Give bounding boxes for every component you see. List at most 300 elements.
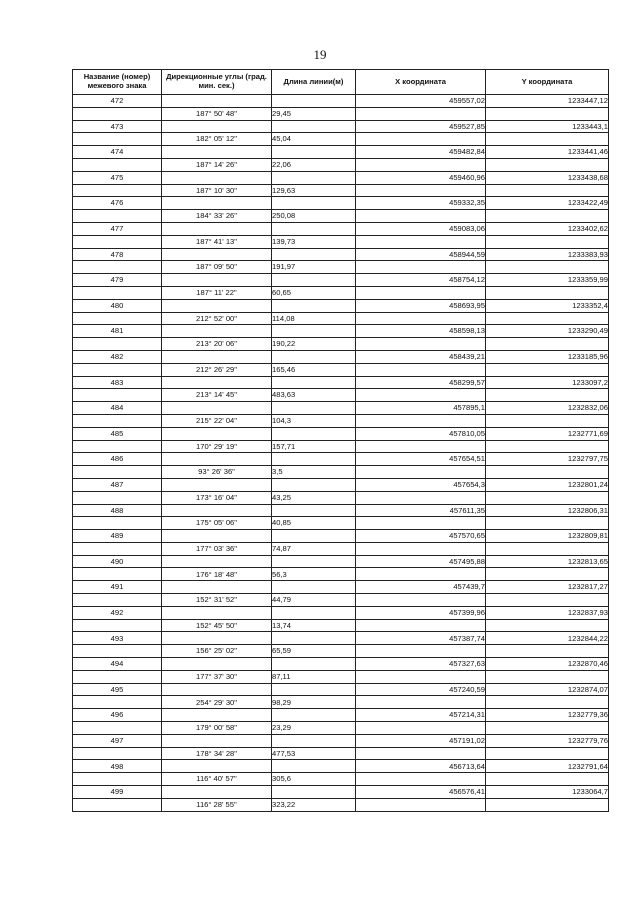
empty-cell — [486, 542, 609, 555]
point-name-cell: 495 — [73, 683, 162, 696]
empty-cell — [162, 734, 272, 747]
point-row — [73, 95, 609, 108]
point-row — [73, 760, 609, 773]
segment-row — [73, 722, 609, 735]
x-coordinate-cell: 458693,95 — [356, 299, 486, 312]
empty-cell — [272, 350, 356, 363]
direction-angle-cell: 177° 37' 30" — [162, 670, 272, 683]
point-row — [73, 350, 609, 363]
empty-cell — [162, 248, 272, 261]
direction-angle-cell: 184° 33' 26" — [162, 210, 272, 223]
empty-cell — [162, 95, 272, 108]
point-row — [73, 120, 609, 133]
y-coordinate-cell: 1232779,36 — [486, 709, 609, 722]
empty-cell — [356, 798, 486, 811]
x-coordinate-cell: 457611,35 — [356, 504, 486, 517]
line-length-cell: 323,22 — [272, 798, 356, 811]
empty-cell — [486, 107, 609, 120]
x-coordinate-cell: 457495,88 — [356, 555, 486, 568]
point-name-cell: 493 — [73, 632, 162, 645]
point-name-cell: 472 — [73, 95, 162, 108]
y-coordinate-cell: 1232874,07 — [486, 683, 609, 696]
direction-angle-cell: 152° 31' 52" — [162, 594, 272, 607]
x-coordinate-cell: 457654,51 — [356, 453, 486, 466]
empty-cell — [356, 773, 486, 786]
point-row — [73, 658, 609, 671]
direction-angle-cell: 170° 29' 19" — [162, 440, 272, 453]
empty-cell — [486, 747, 609, 760]
segment-row — [73, 107, 609, 120]
line-length-cell: 114,08 — [272, 312, 356, 325]
empty-cell — [73, 210, 162, 223]
empty-cell — [356, 261, 486, 274]
y-coordinate-cell: 1232817,27 — [486, 581, 609, 594]
empty-cell — [272, 581, 356, 594]
empty-cell — [162, 581, 272, 594]
direction-angle-cell: 179° 00' 58" — [162, 722, 272, 735]
segment-row — [73, 158, 609, 171]
empty-cell — [356, 670, 486, 683]
segment-row — [73, 133, 609, 146]
empty-cell — [486, 312, 609, 325]
empty-cell — [162, 504, 272, 517]
boundary-coordinates-table — [72, 69, 609, 812]
empty-cell — [486, 696, 609, 709]
empty-cell — [486, 517, 609, 530]
x-coordinate-cell: 458439,21 — [356, 350, 486, 363]
empty-cell — [486, 414, 609, 427]
empty-cell — [73, 338, 162, 351]
empty-cell — [162, 530, 272, 543]
empty-cell — [356, 594, 486, 607]
y-coordinate-cell: 1233438,68 — [486, 171, 609, 184]
empty-cell — [162, 299, 272, 312]
point-row — [73, 555, 609, 568]
empty-cell — [272, 402, 356, 415]
empty-cell — [162, 786, 272, 799]
x-coordinate-cell: 457399,96 — [356, 606, 486, 619]
empty-cell — [162, 427, 272, 440]
empty-cell — [272, 299, 356, 312]
empty-cell — [356, 414, 486, 427]
line-length-cell: 483,63 — [272, 389, 356, 402]
empty-cell — [162, 555, 272, 568]
point-row — [73, 504, 609, 517]
empty-cell — [486, 338, 609, 351]
line-length-cell: 87,11 — [272, 670, 356, 683]
point-name-cell: 494 — [73, 658, 162, 671]
empty-cell — [356, 517, 486, 530]
point-row — [73, 683, 609, 696]
empty-cell — [73, 491, 162, 504]
empty-cell — [162, 606, 272, 619]
direction-angle-cell: 116° 40' 57" — [162, 773, 272, 786]
empty-cell — [272, 734, 356, 747]
direction-angle-cell: 152° 45' 50" — [162, 619, 272, 632]
empty-cell — [486, 389, 609, 402]
point-name-cell: 482 — [73, 350, 162, 363]
y-coordinate-cell: 1233441,46 — [486, 146, 609, 159]
segment-row — [73, 466, 609, 479]
empty-cell — [356, 696, 486, 709]
line-length-cell: 23,29 — [272, 722, 356, 735]
y-coordinate-cell: 1232801,24 — [486, 478, 609, 491]
empty-cell — [272, 146, 356, 159]
point-name-cell: 499 — [73, 786, 162, 799]
empty-cell — [162, 478, 272, 491]
line-length-cell: 129,63 — [272, 184, 356, 197]
point-name-cell: 486 — [73, 453, 162, 466]
y-coordinate-cell: 1233447,12 — [486, 95, 609, 108]
empty-cell — [73, 645, 162, 658]
point-name-cell: 474 — [73, 146, 162, 159]
segment-row — [73, 312, 609, 325]
point-row — [73, 274, 609, 287]
line-length-cell: 43,25 — [272, 491, 356, 504]
line-length-cell: 98,29 — [272, 696, 356, 709]
x-coordinate-cell: 457214,31 — [356, 709, 486, 722]
y-coordinate-cell: 1232837,93 — [486, 606, 609, 619]
line-length-cell: 56,3 — [272, 568, 356, 581]
empty-cell — [272, 530, 356, 543]
header-row — [73, 70, 609, 95]
empty-cell — [272, 274, 356, 287]
empty-cell — [356, 747, 486, 760]
header-length: Длина линии(м) — [272, 70, 356, 95]
line-length-cell: 477,53 — [272, 747, 356, 760]
point-name-cell: 484 — [73, 402, 162, 415]
x-coordinate-cell: 457810,05 — [356, 427, 486, 440]
y-coordinate-cell: 1232771,69 — [486, 427, 609, 440]
line-length-cell: 22,06 — [272, 158, 356, 171]
line-length-cell: 104,3 — [272, 414, 356, 427]
x-coordinate-cell: 458944,59 — [356, 248, 486, 261]
y-coordinate-cell: 1233290,49 — [486, 325, 609, 338]
empty-cell — [272, 95, 356, 108]
empty-cell — [272, 760, 356, 773]
y-coordinate-cell: 1232797,75 — [486, 453, 609, 466]
point-name-cell: 475 — [73, 171, 162, 184]
x-coordinate-cell: 459083,06 — [356, 222, 486, 235]
empty-cell — [272, 555, 356, 568]
point-row — [73, 402, 609, 415]
segment-row — [73, 798, 609, 811]
segment-row — [73, 235, 609, 248]
point-row — [73, 453, 609, 466]
x-coordinate-cell: 459332,35 — [356, 197, 486, 210]
header-x: X координата — [356, 70, 486, 95]
direction-angle-cell: 182° 05' 12" — [162, 133, 272, 146]
empty-cell — [272, 606, 356, 619]
empty-cell — [162, 325, 272, 338]
point-name-cell: 480 — [73, 299, 162, 312]
empty-cell — [162, 453, 272, 466]
empty-cell — [356, 542, 486, 555]
line-length-cell: 165,46 — [272, 363, 356, 376]
empty-cell — [356, 466, 486, 479]
empty-cell — [162, 402, 272, 415]
empty-cell — [486, 235, 609, 248]
segment-row — [73, 261, 609, 274]
empty-cell — [73, 696, 162, 709]
direction-angle-cell: 176° 18' 48" — [162, 568, 272, 581]
empty-cell — [272, 478, 356, 491]
direction-angle-cell: 178° 34' 28" — [162, 747, 272, 760]
empty-cell — [272, 197, 356, 210]
direction-angle-cell: 213° 20' 06" — [162, 338, 272, 351]
empty-cell — [356, 184, 486, 197]
point-name-cell: 490 — [73, 555, 162, 568]
empty-cell — [162, 760, 272, 773]
direction-angle-cell: 116° 28' 55" — [162, 798, 272, 811]
empty-cell — [162, 350, 272, 363]
empty-cell — [162, 146, 272, 159]
empty-cell — [356, 107, 486, 120]
segment-row — [73, 747, 609, 760]
direction-angle-cell: 212° 52' 00" — [162, 312, 272, 325]
empty-cell — [162, 376, 272, 389]
empty-cell — [486, 286, 609, 299]
line-length-cell: 305,6 — [272, 773, 356, 786]
empty-cell — [486, 594, 609, 607]
empty-cell — [73, 542, 162, 555]
direction-angle-cell: 177° 03' 36" — [162, 542, 272, 555]
segment-row — [73, 338, 609, 351]
y-coordinate-cell: 1233422,49 — [486, 197, 609, 210]
empty-cell — [272, 786, 356, 799]
empty-cell — [272, 222, 356, 235]
empty-cell — [73, 773, 162, 786]
line-length-cell: 29,45 — [272, 107, 356, 120]
x-coordinate-cell: 457570,65 — [356, 530, 486, 543]
line-length-cell: 44,79 — [272, 594, 356, 607]
segment-row — [73, 440, 609, 453]
empty-cell — [486, 133, 609, 146]
x-coordinate-cell: 459557,02 — [356, 95, 486, 108]
segment-row — [73, 184, 609, 197]
empty-cell — [162, 683, 272, 696]
empty-cell — [486, 210, 609, 223]
empty-cell — [73, 312, 162, 325]
segment-row — [73, 286, 609, 299]
empty-cell — [73, 261, 162, 274]
empty-cell — [73, 414, 162, 427]
x-coordinate-cell: 457387,74 — [356, 632, 486, 645]
empty-cell — [486, 440, 609, 453]
empty-cell — [356, 363, 486, 376]
point-row — [73, 606, 609, 619]
empty-cell — [73, 286, 162, 299]
segment-row — [73, 414, 609, 427]
point-name-cell: 483 — [73, 376, 162, 389]
direction-angle-cell: 213° 14' 45" — [162, 389, 272, 402]
empty-cell — [162, 632, 272, 645]
empty-cell — [356, 440, 486, 453]
empty-cell — [486, 619, 609, 632]
line-length-cell: 157,71 — [272, 440, 356, 453]
y-coordinate-cell: 1232809,81 — [486, 530, 609, 543]
y-coordinate-cell: 1232870,46 — [486, 658, 609, 671]
empty-cell — [162, 709, 272, 722]
point-row — [73, 478, 609, 491]
empty-cell — [162, 171, 272, 184]
empty-cell — [162, 274, 272, 287]
empty-cell — [486, 722, 609, 735]
segment-row — [73, 517, 609, 530]
point-name-cell: 489 — [73, 530, 162, 543]
point-row — [73, 709, 609, 722]
empty-cell — [486, 798, 609, 811]
empty-cell — [162, 197, 272, 210]
empty-cell — [73, 568, 162, 581]
point-row — [73, 299, 609, 312]
x-coordinate-cell: 459527,85 — [356, 120, 486, 133]
empty-cell — [486, 773, 609, 786]
y-coordinate-cell: 1233443,1 — [486, 120, 609, 133]
point-name-cell: 476 — [73, 197, 162, 210]
x-coordinate-cell: 458299,57 — [356, 376, 486, 389]
point-row — [73, 786, 609, 799]
y-coordinate-cell: 1232779,76 — [486, 734, 609, 747]
point-name-cell: 477 — [73, 222, 162, 235]
segment-row — [73, 619, 609, 632]
segment-row — [73, 363, 609, 376]
segment-row — [73, 645, 609, 658]
segment-row — [73, 210, 609, 223]
y-coordinate-cell: 1233383,93 — [486, 248, 609, 261]
empty-cell — [73, 235, 162, 248]
empty-cell — [73, 440, 162, 453]
direction-angle-cell: 156° 25' 02" — [162, 645, 272, 658]
empty-cell — [162, 120, 272, 133]
line-length-cell: 45,04 — [272, 133, 356, 146]
x-coordinate-cell: 457327,63 — [356, 658, 486, 671]
empty-cell — [356, 312, 486, 325]
segment-row — [73, 491, 609, 504]
empty-cell — [272, 171, 356, 184]
empty-cell — [272, 632, 356, 645]
empty-cell — [162, 222, 272, 235]
segment-row — [73, 594, 609, 607]
line-length-cell: 13,74 — [272, 619, 356, 632]
point-name-cell: 487 — [73, 478, 162, 491]
empty-cell — [162, 658, 272, 671]
point-name-cell: 492 — [73, 606, 162, 619]
empty-cell — [73, 747, 162, 760]
direction-angle-cell: 93° 26' 36" — [162, 466, 272, 479]
point-row — [73, 248, 609, 261]
x-coordinate-cell: 456576,41 — [356, 786, 486, 799]
header-name: Название (номер) межевого знака — [73, 70, 162, 95]
empty-cell — [73, 466, 162, 479]
empty-cell — [272, 453, 356, 466]
empty-cell — [73, 798, 162, 811]
y-coordinate-cell: 1233185,96 — [486, 350, 609, 363]
point-name-cell: 485 — [73, 427, 162, 440]
point-name-cell: 491 — [73, 581, 162, 594]
empty-cell — [486, 158, 609, 171]
empty-cell — [73, 670, 162, 683]
direction-angle-cell: 187° 09' 50" — [162, 261, 272, 274]
y-coordinate-cell: 1232813,65 — [486, 555, 609, 568]
empty-cell — [272, 658, 356, 671]
table-body — [73, 95, 609, 812]
line-length-cell: 60,65 — [272, 286, 356, 299]
line-length-cell: 40,85 — [272, 517, 356, 530]
empty-cell — [486, 491, 609, 504]
segment-row — [73, 389, 609, 402]
segment-row — [73, 773, 609, 786]
direction-angle-cell: 187° 41' 13" — [162, 235, 272, 248]
point-row — [73, 734, 609, 747]
empty-cell — [272, 120, 356, 133]
header-y: Y координата — [486, 70, 609, 95]
y-coordinate-cell: 1233352,4 — [486, 299, 609, 312]
point-name-cell: 481 — [73, 325, 162, 338]
x-coordinate-cell: 457654,3 — [356, 478, 486, 491]
direction-angle-cell: 212° 26' 29" — [162, 363, 272, 376]
empty-cell — [272, 427, 356, 440]
empty-cell — [73, 107, 162, 120]
point-row — [73, 325, 609, 338]
point-name-cell: 478 — [73, 248, 162, 261]
direction-angle-cell: 175° 05' 06" — [162, 517, 272, 530]
empty-cell — [73, 133, 162, 146]
direction-angle-cell: 254° 29' 30" — [162, 696, 272, 709]
x-coordinate-cell: 459482,84 — [356, 146, 486, 159]
y-coordinate-cell: 1233097,2 — [486, 376, 609, 389]
direction-angle-cell: 187° 50' 48" — [162, 107, 272, 120]
point-row — [73, 427, 609, 440]
y-coordinate-cell: 1233359,99 — [486, 274, 609, 287]
line-length-cell: 74,87 — [272, 542, 356, 555]
empty-cell — [356, 722, 486, 735]
x-coordinate-cell: 457191,02 — [356, 734, 486, 747]
empty-cell — [486, 670, 609, 683]
empty-cell — [356, 389, 486, 402]
line-length-cell: 250,08 — [272, 210, 356, 223]
point-name-cell: 498 — [73, 760, 162, 773]
point-row — [73, 171, 609, 184]
point-row — [73, 581, 609, 594]
line-length-cell: 191,97 — [272, 261, 356, 274]
x-coordinate-cell: 459460,96 — [356, 171, 486, 184]
empty-cell — [73, 619, 162, 632]
y-coordinate-cell: 1232806,31 — [486, 504, 609, 517]
y-coordinate-cell: 1232791,64 — [486, 760, 609, 773]
empty-cell — [356, 158, 486, 171]
empty-cell — [356, 568, 486, 581]
empty-cell — [73, 389, 162, 402]
empty-cell — [73, 184, 162, 197]
segment-row — [73, 670, 609, 683]
empty-cell — [356, 286, 486, 299]
x-coordinate-cell: 456713,64 — [356, 760, 486, 773]
x-coordinate-cell: 457439,7 — [356, 581, 486, 594]
y-coordinate-cell: 1233402,62 — [486, 222, 609, 235]
empty-cell — [486, 466, 609, 479]
x-coordinate-cell: 458598,13 — [356, 325, 486, 338]
point-name-cell: 473 — [73, 120, 162, 133]
empty-cell — [73, 517, 162, 530]
y-coordinate-cell: 1232844,22 — [486, 632, 609, 645]
empty-cell — [73, 363, 162, 376]
segment-row — [73, 542, 609, 555]
segment-row — [73, 696, 609, 709]
line-length-cell: 65,59 — [272, 645, 356, 658]
direction-angle-cell: 187° 10' 30" — [162, 184, 272, 197]
point-row — [73, 530, 609, 543]
